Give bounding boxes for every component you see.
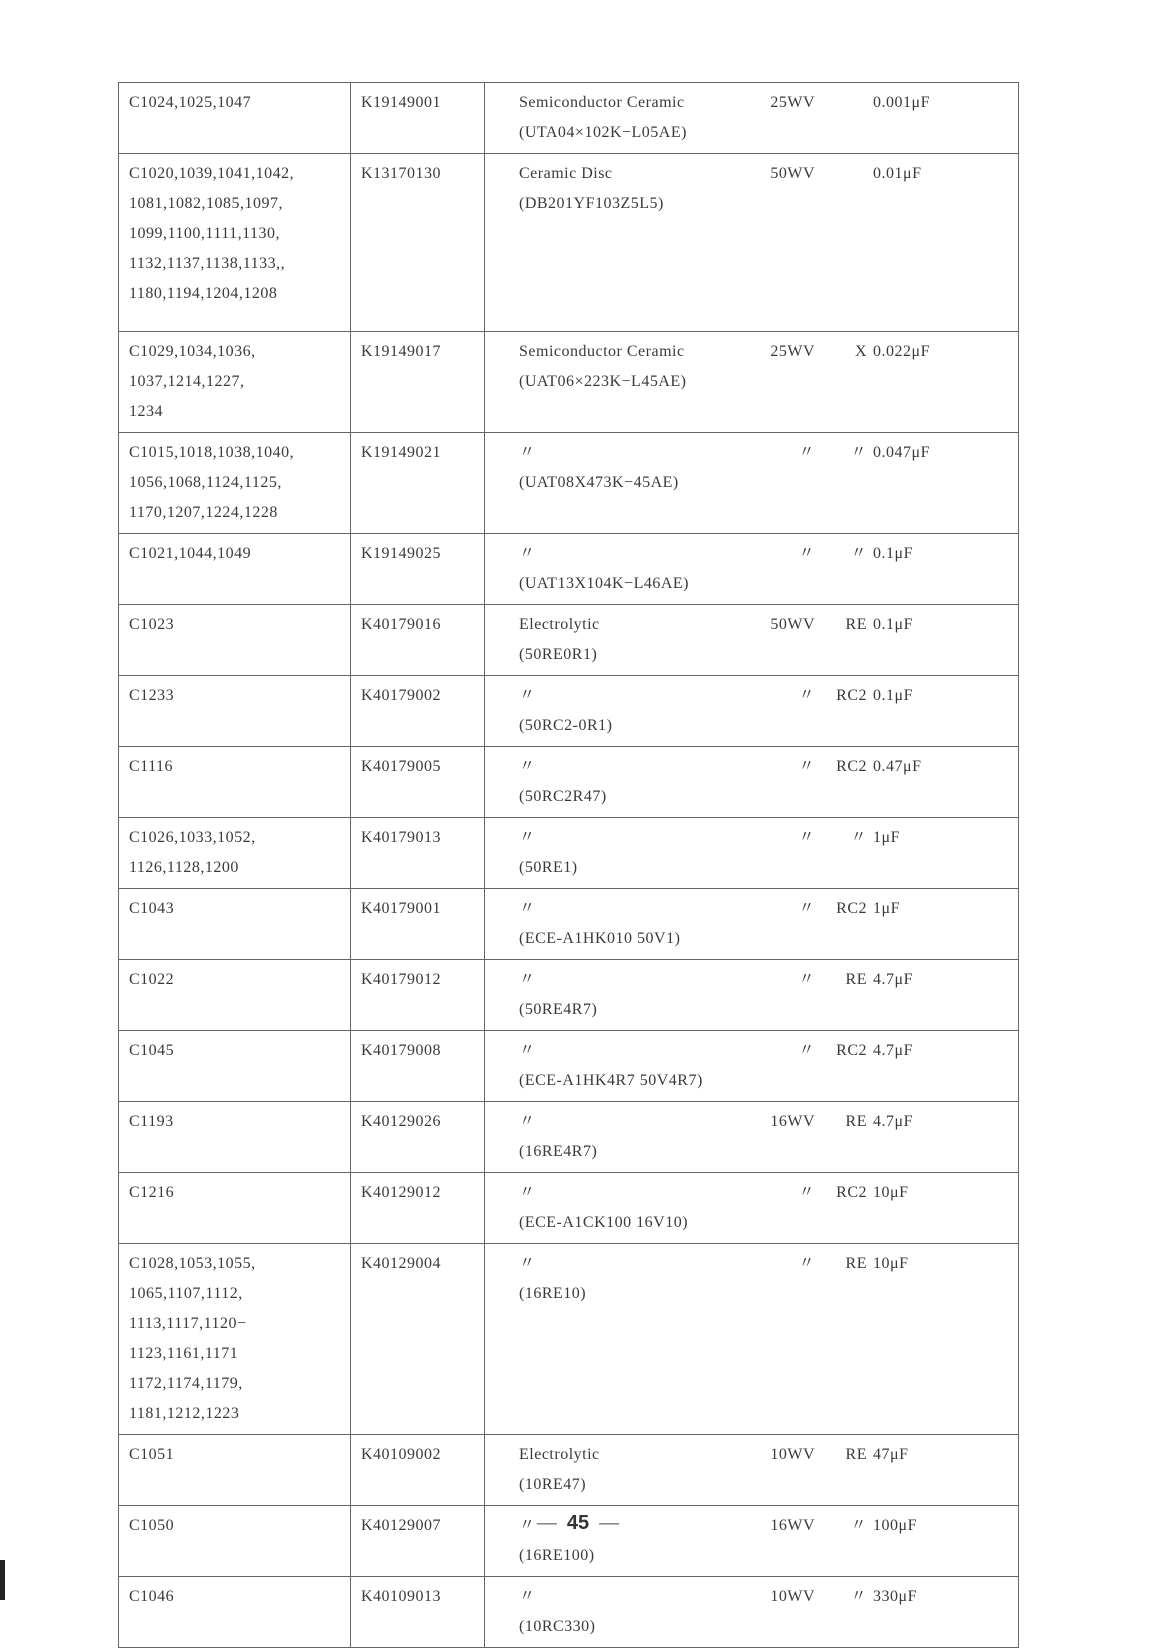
description-line [495,681,1010,711]
capacitance-value: 10μF [873,1184,909,1201]
part-number-cell: K19149025 [351,534,485,605]
manufacturer-code: (50RC2R47) [519,788,607,805]
description-line [495,610,1010,640]
component-type: 〃 [519,900,536,917]
working-voltage: 10WV [770,1588,815,1605]
component-type: 〃 [519,1255,536,1272]
working-voltage: 50WV [770,616,815,633]
description-line [495,1582,1010,1612]
description-cell [485,889,1019,960]
reference-designators-cell: C1193 [119,1102,351,1173]
table-row [119,1435,1019,1506]
capacitor-series: RE [845,616,867,633]
manufacturer-code: (UTA04×102K−L05AE) [519,124,687,141]
parts-list-body [119,83,1019,1648]
component-type: 〃 [519,545,536,562]
capacitance-value: 0.001μF [873,94,930,111]
part-number-cell: K40129004 [351,1244,485,1435]
capacitor-series: 〃 [850,444,867,461]
description-line [495,438,1010,468]
parts-list-table [118,82,1019,1648]
working-voltage: 〃 [798,545,815,562]
part-number-cell: K40179005 [351,747,485,818]
working-voltage: 〃 [798,1042,815,1059]
capacitor-series: RC2 [836,1184,867,1201]
manufacturer-code: (50RC2-0R1) [519,717,613,734]
table-row [119,889,1019,960]
manufacturer-code: (UAT06×223K−L45AE) [519,373,687,390]
table-row [119,154,1019,332]
manufacturer-code: (50RE1) [519,859,578,876]
description-cell [485,1244,1019,1435]
capacitance-value: 47μF [873,1446,909,1463]
component-type: 〃 [519,687,536,704]
capacitor-series: RE [845,1446,867,1463]
description-cell [485,1173,1019,1244]
working-voltage: 25WV [770,343,815,360]
capacitance-value: 4.7μF [873,1042,913,1059]
part-number-cell: K40129012 [351,1173,485,1244]
reference-designators-cell: C1046 [119,1577,351,1648]
capacitor-series: 〃 [850,545,867,562]
reference-designators-cell: C1028,1053,1055, 1065,1107,1112, 1113,1117,1120− 1123,1161,1171 1172,1174,1179, 1181,1212,1223 [119,1244,351,1435]
component-type: 〃 [519,1113,536,1130]
part-number-cell: K40109002 [351,1435,485,1506]
part-number-cell: K40179016 [351,605,485,676]
part-number-cell: K19149017 [351,332,485,433]
table-row [119,1173,1019,1244]
capacitance-value: 10μF [873,1255,909,1272]
component-type: 〃 [519,829,536,846]
description-cell [485,534,1019,605]
part-number-cell: K19149001 [351,83,485,154]
table-row [119,1031,1019,1102]
reference-designators-cell: C1216 [119,1173,351,1244]
capacitor-series: RC2 [836,758,867,775]
working-voltage: 16WV [770,1113,815,1130]
working-voltage: 〃 [798,971,815,988]
capacitance-value: 0.47μF [873,758,922,775]
manufacturer-code: (16RE100) [519,1547,595,1564]
reference-designators-cell: C1045 [119,1031,351,1102]
table-row [119,818,1019,889]
capacitance-value: 0.01μF [873,165,922,182]
reference-designators-cell: C1051 [119,1435,351,1506]
component-type: 〃 [519,1184,536,1201]
capacitor-series: RC2 [836,900,867,917]
reference-designators-cell: C1116 [119,747,351,818]
description-line [495,159,1010,189]
page-number [0,1512,1156,1535]
capacitor-series: RE [845,1113,867,1130]
table-row [119,1577,1019,1648]
reference-designators-cell: C1021,1044,1049 [119,534,351,605]
capacitance-value: 330μF [873,1588,917,1605]
description-cell [485,433,1019,534]
capacitance-value: 1μF [873,829,900,846]
capacitor-series: RE [845,971,867,988]
capacitance-value: 4.7μF [873,971,913,988]
capacitor-series [821,88,867,118]
component-type: Electrolytic [519,616,600,633]
description-line [495,1178,1010,1208]
component-type: Ceramic Disc [519,165,613,182]
table-row [119,332,1019,433]
description-cell [485,1577,1019,1648]
capacitance-value: 0.1μF [873,616,913,633]
manufacturer-code: (UAT08X473K−45AE) [519,474,679,491]
description-line [495,539,1010,569]
description-line [495,88,1010,118]
working-voltage: 〃 [798,758,815,775]
manufacturer-code: (ECE-A1HK4R7 50V4R7) [519,1072,703,1089]
capacitance-value: 0.1μF [873,545,913,562]
page-number-dash-right: — [599,1512,620,1534]
part-number-cell: K40179012 [351,960,485,1031]
reference-designators-cell: C1050 [119,1506,351,1577]
table-row [119,534,1019,605]
description-cell [485,818,1019,889]
manufacturer-code: (10RC330) [519,1618,596,1635]
component-type: 〃 [519,758,536,775]
description-line [495,1249,1010,1279]
part-number-cell: K13170130 [351,154,485,332]
table-row [119,1244,1019,1435]
working-voltage: 〃 [798,1255,815,1272]
part-number-cell: K40179008 [351,1031,485,1102]
capacitor-series: RE [845,1255,867,1272]
description-cell [485,1435,1019,1506]
description-line [495,965,1010,995]
capacitance-value: 4.7μF [873,1113,913,1130]
working-voltage: 16WV [770,1517,815,1534]
component-type: Semiconductor Ceramic [519,343,685,360]
description-cell [485,605,1019,676]
page-number-value: 45 [566,1512,590,1534]
component-type: Electrolytic [519,1446,600,1463]
capacitance-value: 1μF [873,900,900,917]
component-type: 〃 [519,971,536,988]
description-cell [485,747,1019,818]
description-cell [485,154,1019,332]
table-row [119,433,1019,534]
description-cell [485,960,1019,1031]
description-cell [485,1031,1019,1102]
description-cell [485,332,1019,433]
manufacturer-code: (16RE4R7) [519,1143,598,1160]
working-voltage: 10WV [770,1446,815,1463]
manufacturer-code: (50RE0R1) [519,646,598,663]
table-row [119,960,1019,1031]
part-number-cell: K40179013 [351,818,485,889]
working-voltage: 〃 [798,444,815,461]
capacitor-series: 〃 [850,1588,867,1605]
capacitor-series: 〃 [850,829,867,846]
description-line [495,1440,1010,1470]
capacitor-series: 〃 [850,1517,867,1534]
component-type: Semiconductor Ceramic [519,94,685,111]
table-row [119,605,1019,676]
description-line [495,894,1010,924]
reference-designators-cell: C1233 [119,676,351,747]
part-number-cell: K19149021 [351,433,485,534]
capacitor-series [821,159,867,189]
manufacturer-code: (UAT13X104K−L46AE) [519,575,689,592]
manufacturer-code: (ECE-A1HK010 50V1) [519,930,681,947]
capacitor-series: X [854,343,867,360]
manufacturer-code: (10RE47) [519,1476,587,1493]
part-number-cell: K40179001 [351,889,485,960]
scan-edge-mark [0,1560,5,1600]
working-voltage: 〃 [798,687,815,704]
description-line [495,337,1010,367]
reference-designators-cell: C1029,1034,1036, 1037,1214,1227, 1234 [119,332,351,433]
component-type: 〃 [519,1588,536,1605]
working-voltage: 〃 [798,829,815,846]
part-number-cell: K40129007 [351,1506,485,1577]
page-number-dash-left: — [536,1512,557,1534]
manufacturer-code: (16RE10) [519,1285,587,1302]
description-line [495,823,1010,853]
component-type: 〃 [519,1517,536,1534]
table-row [119,747,1019,818]
capacitance-value: 0.1μF [873,687,913,704]
table-row [119,1102,1019,1173]
working-voltage: 〃 [798,900,815,917]
capacitor-series: RC2 [836,1042,867,1059]
description-cell [485,676,1019,747]
description-line [495,1107,1010,1137]
part-number-cell: K40109013 [351,1577,485,1648]
table-row [119,83,1019,154]
manufacturer-code: (DB201YF103Z5L5) [519,195,664,212]
capacitance-value: 0.022μF [873,343,930,360]
component-type: 〃 [519,444,536,461]
reference-designators-cell: C1043 [119,889,351,960]
component-type: 〃 [519,1042,536,1059]
working-voltage: 50WV [770,165,815,182]
working-voltage: 25WV [770,94,815,111]
table-row [119,676,1019,747]
reference-designators-cell: C1024,1025,1047 [119,83,351,154]
reference-designators-cell: C1026,1033,1052, 1126,1128,1200 [119,818,351,889]
description-line [495,752,1010,782]
capacitor-series: RC2 [836,687,867,704]
manufacturer-code: (50RE4R7) [519,1001,598,1018]
reference-designators-cell: C1020,1039,1041,1042, 1081,1082,1085,1097, 1099,1100,1111,1130, 1132,1137,1138,1133,, 1180,1194,1204,1208 [119,154,351,332]
working-voltage: 〃 [798,1184,815,1201]
manufacturer-code: (ECE-A1CK100 16V10) [519,1214,689,1231]
capacitance-value: 0.047μF [873,444,930,461]
reference-designators-cell: C1022 [119,960,351,1031]
description-cell [485,83,1019,154]
part-number-cell: K40129026 [351,1102,485,1173]
reference-designators-cell: C1023 [119,605,351,676]
reference-designators-cell: C1015,1018,1038,1040, 1056,1068,1124,1125, 1170,1207,1224,1228 [119,433,351,534]
description-line [495,1036,1010,1066]
description-cell [485,1102,1019,1173]
part-number-cell: K40179002 [351,676,485,747]
capacitance-value: 100μF [873,1517,917,1534]
